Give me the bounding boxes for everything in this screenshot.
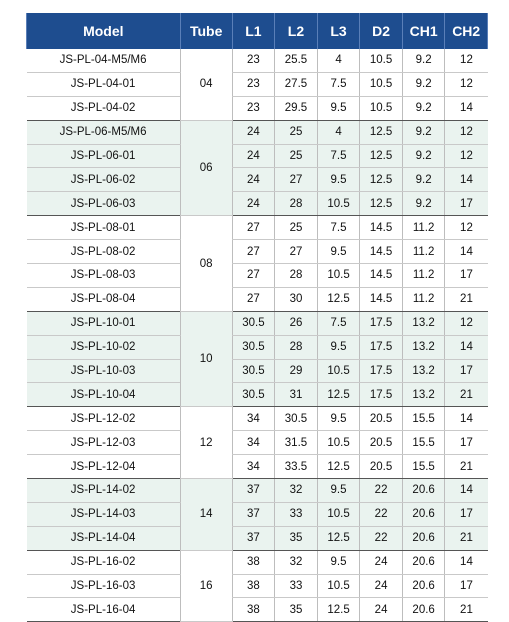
model-cell: JS-PL-14-04 [27,526,181,550]
table-row [27,598,488,622]
header-model: Model [27,13,181,49]
ch1-cell: 15.5 [402,455,445,479]
l1-cell: 27 [232,216,275,240]
l1-cell: 38 [232,574,275,598]
header-ch2: CH2 [445,13,488,49]
l3-cell: 9.5 [317,550,360,574]
d2-cell: 20.5 [360,407,403,431]
ch2-cell: 21 [445,383,488,407]
l1-cell: 34 [232,407,275,431]
model-cell: JS-PL-04-01 [27,72,181,96]
ch1-cell: 9.2 [402,192,445,216]
l1-cell: 38 [232,598,275,622]
l3-cell: 9.5 [317,479,360,503]
ch2-cell: 12 [445,144,488,168]
l2-cell: 33.5 [275,455,318,479]
spec-table-container [26,13,488,622]
model-cell: JS-PL-14-02 [27,479,181,503]
l3-cell: 12.5 [317,598,360,622]
l3-cell: 10.5 [317,192,360,216]
d2-cell: 14.5 [360,287,403,311]
ch2-cell: 17 [445,431,488,455]
d2-cell: 22 [360,479,403,503]
ch2-cell: 14 [445,240,488,264]
ch2-cell: 17 [445,574,488,598]
l3-cell: 9.5 [317,240,360,264]
model-cell: JS-PL-12-03 [27,431,181,455]
l1-cell: 34 [232,455,275,479]
table-row [27,335,488,359]
ch1-cell: 9.2 [402,96,445,120]
ch2-cell: 21 [445,455,488,479]
ch2-cell: 17 [445,359,488,383]
ch1-cell: 20.6 [402,550,445,574]
l2-cell: 25 [275,216,318,240]
table-row [27,526,488,550]
tube-cell: 14 [180,479,232,551]
ch1-cell: 15.5 [402,407,445,431]
l2-cell: 29 [275,359,318,383]
ch2-cell: 17 [445,192,488,216]
model-cell: JS-PL-10-02 [27,335,181,359]
model-cell: JS-PL-10-03 [27,359,181,383]
l3-cell: 10.5 [317,359,360,383]
ch1-cell: 9.2 [402,144,445,168]
ch1-cell: 13.2 [402,311,445,335]
tube-cell: 08 [180,216,232,312]
ch2-cell: 14 [445,479,488,503]
table-row [27,287,488,311]
model-cell: JS-PL-08-04 [27,287,181,311]
table-row [27,431,488,455]
l1-cell: 37 [232,502,275,526]
table-row [27,49,488,72]
ch1-cell: 11.2 [402,216,445,240]
header-l2: L2 [275,13,318,49]
ch2-cell: 12 [445,49,488,72]
model-cell: JS-PL-16-04 [27,598,181,622]
model-cell: JS-PL-08-01 [27,216,181,240]
d2-cell: 17.5 [360,311,403,335]
ch1-cell: 9.2 [402,168,445,192]
ch1-cell: 9.2 [402,49,445,72]
model-cell: JS-PL-16-03 [27,574,181,598]
d2-cell: 10.5 [360,49,403,72]
l2-cell: 25 [275,144,318,168]
table-row [27,502,488,526]
ch1-cell: 20.6 [402,574,445,598]
d2-cell: 14.5 [360,240,403,264]
model-cell: JS-PL-12-04 [27,455,181,479]
table-row [27,264,488,288]
ch2-cell: 14 [445,407,488,431]
l1-cell: 24 [232,168,275,192]
table-row [27,240,488,264]
ch1-cell: 13.2 [402,359,445,383]
l1-cell: 37 [232,479,275,503]
header-tube: Tube [180,13,232,49]
ch1-cell: 20.6 [402,479,445,503]
l3-cell: 10.5 [317,431,360,455]
l3-cell: 9.5 [317,168,360,192]
d2-cell: 12.5 [360,192,403,216]
ch2-cell: 14 [445,96,488,120]
l3-cell: 10.5 [317,574,360,598]
d2-cell: 22 [360,526,403,550]
model-cell: JS-PL-10-01 [27,311,181,335]
d2-cell: 10.5 [360,72,403,96]
l2-cell: 28 [275,192,318,216]
d2-cell: 24 [360,598,403,622]
ch2-cell: 12 [445,216,488,240]
l2-cell: 25 [275,120,318,144]
d2-cell: 20.5 [360,455,403,479]
l3-cell: 12.5 [317,455,360,479]
ch1-cell: 11.2 [402,264,445,288]
table-row [27,96,488,120]
ch2-cell: 21 [445,598,488,622]
table-row [27,311,488,335]
l1-cell: 23 [232,72,275,96]
d2-cell: 10.5 [360,96,403,120]
header-l1: L1 [232,13,275,49]
l1-cell: 38 [232,550,275,574]
d2-cell: 22 [360,502,403,526]
l3-cell: 12.5 [317,526,360,550]
tube-cell: 06 [180,120,232,216]
l2-cell: 27.5 [275,72,318,96]
ch1-cell: 20.6 [402,526,445,550]
ch2-cell: 21 [445,287,488,311]
spec-table [26,13,488,622]
ch1-cell: 20.6 [402,502,445,526]
l1-cell: 30.5 [232,359,275,383]
l2-cell: 30 [275,287,318,311]
header-row [27,13,488,49]
model-cell: JS-PL-08-02 [27,240,181,264]
d2-cell: 14.5 [360,216,403,240]
model-cell: JS-PL-16-02 [27,550,181,574]
l2-cell: 27 [275,240,318,264]
ch2-cell: 17 [445,264,488,288]
ch2-cell: 14 [445,550,488,574]
l2-cell: 33 [275,502,318,526]
l2-cell: 30.5 [275,407,318,431]
l1-cell: 30.5 [232,311,275,335]
tube-cell: 10 [180,311,232,407]
ch2-cell: 17 [445,502,488,526]
ch1-cell: 13.2 [402,335,445,359]
ch1-cell: 9.2 [402,72,445,96]
d2-cell: 24 [360,574,403,598]
l2-cell: 28 [275,335,318,359]
tube-cell: 04 [180,49,232,120]
l1-cell: 27 [232,264,275,288]
d2-cell: 24 [360,550,403,574]
l2-cell: 32 [275,479,318,503]
d2-cell: 17.5 [360,335,403,359]
ch2-cell: 14 [445,335,488,359]
ch2-cell: 14 [445,168,488,192]
l3-cell: 7.5 [317,311,360,335]
model-cell: JS-PL-14-03 [27,502,181,526]
l3-cell: 12.5 [317,287,360,311]
l3-cell: 4 [317,120,360,144]
l1-cell: 27 [232,287,275,311]
table-row [27,383,488,407]
header-d2: D2 [360,13,403,49]
ch2-cell: 21 [445,526,488,550]
tube-cell: 12 [180,407,232,479]
ch2-cell: 12 [445,120,488,144]
l2-cell: 35 [275,598,318,622]
l2-cell: 29.5 [275,96,318,120]
d2-cell: 12.5 [360,120,403,144]
l3-cell: 12.5 [317,383,360,407]
l2-cell: 35 [275,526,318,550]
ch1-cell: 15.5 [402,431,445,455]
model-cell: JS-PL-08-03 [27,264,181,288]
l1-cell: 27 [232,240,275,264]
table-row [27,455,488,479]
ch1-cell: 13.2 [402,383,445,407]
l3-cell: 9.5 [317,96,360,120]
l1-cell: 37 [232,526,275,550]
table-row [27,479,488,503]
ch1-cell: 11.2 [402,287,445,311]
table-row [27,574,488,598]
l2-cell: 31 [275,383,318,407]
l2-cell: 31.5 [275,431,318,455]
ch2-cell: 12 [445,311,488,335]
model-cell: JS-PL-04-02 [27,96,181,120]
l2-cell: 26 [275,311,318,335]
ch1-cell: 9.2 [402,120,445,144]
header-ch1: CH1 [402,13,445,49]
l1-cell: 23 [232,96,275,120]
d2-cell: 12.5 [360,144,403,168]
table-row [27,144,488,168]
l1-cell: 30.5 [232,383,275,407]
table-row [27,359,488,383]
model-cell: JS-PL-06-03 [27,192,181,216]
l2-cell: 27 [275,168,318,192]
l1-cell: 30.5 [232,335,275,359]
d2-cell: 20.5 [360,431,403,455]
l3-cell: 9.5 [317,407,360,431]
table-row [27,72,488,96]
l1-cell: 23 [232,49,275,72]
table-body [27,49,488,622]
table-row [27,550,488,574]
header-l3: L3 [317,13,360,49]
l3-cell: 4 [317,49,360,72]
l3-cell: 7.5 [317,72,360,96]
l3-cell: 10.5 [317,502,360,526]
l1-cell: 24 [232,144,275,168]
l2-cell: 25.5 [275,49,318,72]
d2-cell: 17.5 [360,383,403,407]
l2-cell: 28 [275,264,318,288]
model-cell: JS-PL-04-M5/M6 [27,49,181,72]
l1-cell: 24 [232,192,275,216]
l3-cell: 9.5 [317,335,360,359]
l1-cell: 34 [232,431,275,455]
model-cell: JS-PL-06-02 [27,168,181,192]
table-row [27,407,488,431]
d2-cell: 14.5 [360,264,403,288]
l2-cell: 32 [275,550,318,574]
ch2-cell: 12 [445,72,488,96]
ch1-cell: 11.2 [402,240,445,264]
table-row [27,120,488,144]
l3-cell: 7.5 [317,144,360,168]
model-cell: JS-PL-12-02 [27,407,181,431]
table-row [27,192,488,216]
l1-cell: 24 [232,120,275,144]
model-cell: JS-PL-06-01 [27,144,181,168]
l3-cell: 10.5 [317,264,360,288]
table-row [27,168,488,192]
model-cell: JS-PL-06-M5/M6 [27,120,181,144]
model-cell: JS-PL-10-04 [27,383,181,407]
table-row [27,216,488,240]
d2-cell: 17.5 [360,359,403,383]
d2-cell: 12.5 [360,168,403,192]
l3-cell: 7.5 [317,216,360,240]
l2-cell: 33 [275,574,318,598]
ch1-cell: 20.6 [402,598,445,622]
tube-cell: 16 [180,550,232,622]
